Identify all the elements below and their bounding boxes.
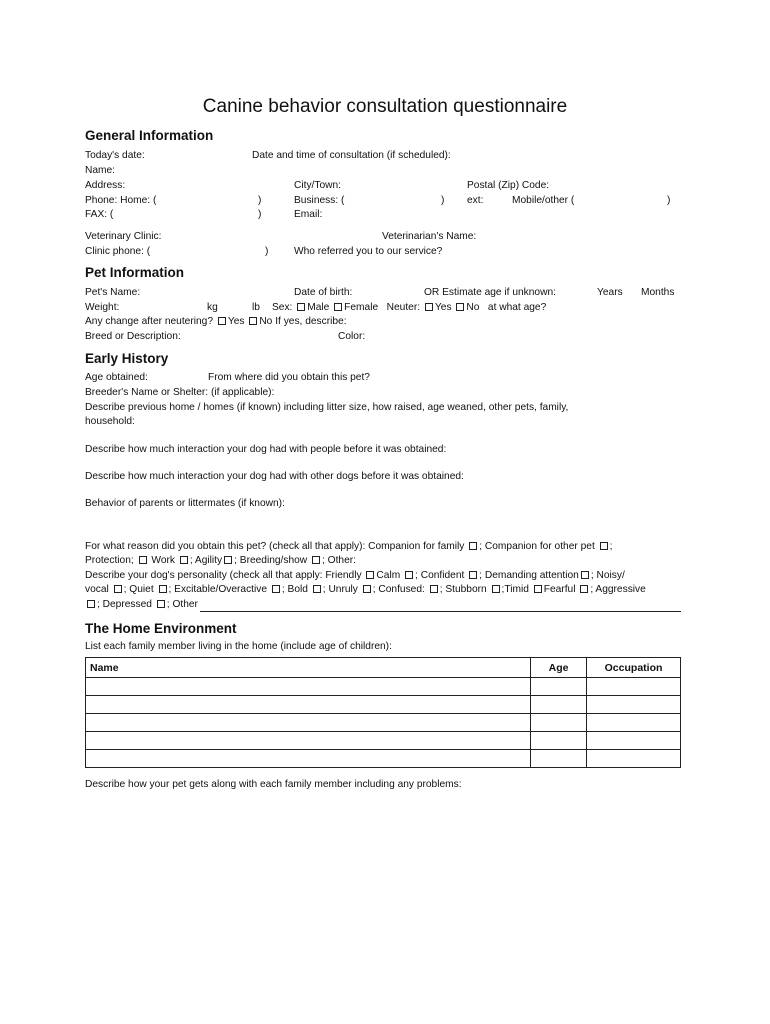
confused-label: ; Confused: (372, 584, 425, 595)
change-after-row (85, 316, 347, 328)
from-where-label: From where did you obtain this pet? (208, 372, 370, 383)
breeding-checkbox[interactable] (312, 556, 320, 564)
demanding-checkbox[interactable] (581, 571, 589, 579)
change-no-label: No (259, 316, 273, 327)
depressed-label: ; Depressed (97, 599, 152, 610)
neuter-label: Neuter: (386, 302, 421, 313)
agility-label: ; Agility (189, 555, 223, 566)
age-cell[interactable] (531, 678, 587, 696)
excitable-checkbox[interactable] (272, 585, 280, 593)
gets-along-label: Describe how your pet gets along with each family member including any problems: (85, 779, 462, 790)
what-age-label: at what age? (487, 302, 547, 313)
calm-checkbox[interactable] (405, 571, 413, 579)
interaction-dogs-label: Describe how much interaction your dog had with other dogs before it was obtained: (85, 471, 464, 482)
stubborn-checkbox[interactable] (492, 585, 500, 593)
months-label: Months (641, 287, 675, 298)
vocal-checkbox[interactable] (114, 585, 122, 593)
calm-label: Calm (376, 570, 401, 581)
col-occupation-header: Occupation (587, 658, 681, 678)
consult-date-label: Date and time of consultation (if scheduled): (252, 150, 451, 161)
name-cell[interactable] (86, 732, 531, 750)
aggressive-label: ; Aggressive (590, 584, 646, 595)
male-label: Male (307, 302, 330, 313)
age-cell[interactable] (531, 750, 587, 768)
vet-clinic-label: Veterinary Clinic: (85, 231, 162, 242)
name-cell[interactable] (86, 678, 531, 696)
name-cell[interactable] (86, 750, 531, 768)
interaction-people-label: Describe how much interaction your dog had with people before it was obtained: (85, 444, 447, 455)
neuter-no-checkbox[interactable] (456, 303, 464, 311)
business-close: ) (441, 195, 445, 206)
lb-label: lb (252, 302, 260, 313)
bold-label: ; Bold (281, 584, 308, 595)
phone-home-label: Phone: Home: ( (85, 195, 157, 206)
female-checkbox[interactable] (334, 303, 342, 311)
col-name-header: Name (86, 658, 531, 678)
bold-checkbox[interactable] (313, 585, 321, 593)
neuter-no-label: No (466, 302, 480, 313)
personality-row (85, 570, 625, 582)
quiet-label: ; Quiet (123, 584, 154, 595)
name-label: Name: (85, 165, 116, 176)
other-underline[interactable] (200, 611, 681, 612)
table-row (86, 678, 681, 696)
unruly-checkbox[interactable] (363, 585, 371, 593)
occupation-cell[interactable] (587, 732, 681, 750)
work-label: Work (151, 555, 175, 566)
fax-label: FAX: ( (85, 209, 114, 220)
stubborn-label: ; Stubborn (439, 584, 487, 595)
table-row (86, 732, 681, 750)
list-family-label: List each family member living in the home (include age of children): (85, 641, 392, 652)
age-cell[interactable] (531, 714, 587, 732)
age-cell[interactable] (531, 696, 587, 714)
neuter-yes-checkbox[interactable] (425, 303, 433, 311)
female-label: Female (344, 302, 379, 313)
companion-family-checkbox[interactable] (469, 542, 477, 550)
business-label: Business: ( (294, 195, 345, 206)
quiet-checkbox[interactable] (159, 585, 167, 593)
occupation-cell[interactable] (587, 696, 681, 714)
clinic-phone-close: ) (265, 246, 269, 257)
change-no-checkbox[interactable] (249, 317, 257, 325)
fearful-checkbox[interactable] (580, 585, 588, 593)
years-label: Years (597, 287, 623, 298)
estimate-label: OR Estimate age if unknown: (424, 287, 556, 298)
reason-row: For what reason did you obtain this pet? (check all that apply): Companion for family ; Companion for other pet ; (85, 541, 613, 552)
depressed-checkbox[interactable] (157, 600, 165, 608)
neuter-yes-label: Yes (434, 302, 452, 313)
confused-checkbox[interactable] (430, 585, 438, 593)
todays-date-label: Today's date: (85, 150, 145, 161)
name-cell[interactable] (86, 714, 531, 732)
phone-home-close: ) (258, 195, 262, 206)
confident-checkbox[interactable] (469, 571, 477, 579)
age-cell[interactable] (531, 732, 587, 750)
sex-row (272, 302, 546, 314)
household-label: household: (85, 416, 135, 427)
excitable-label: ; Excitable/Overactive (168, 584, 268, 595)
family-table (85, 657, 681, 768)
table-header-row (86, 658, 681, 678)
unruly-label: ; Unruly (322, 584, 358, 595)
change-yes-label: Yes (227, 316, 245, 327)
protection-checkbox[interactable] (139, 556, 147, 564)
kg-label: kg (207, 302, 218, 313)
ext-label: ext: (467, 195, 484, 206)
timid-checkbox[interactable] (534, 585, 542, 593)
companion-other-label: ; Companion for other pet (479, 541, 595, 552)
breeding-label: ; Breeding/show (234, 555, 308, 566)
age-obtained-label: Age obtained: (85, 372, 148, 383)
section-home-heading: The Home Environment (85, 621, 237, 636)
section-early-heading: Early History (85, 351, 169, 366)
mobile-close: ) (667, 195, 671, 206)
prev-home-label: Describe previous home / homes (if known) including litter size, how raised, age weaned, other pets, family, (85, 402, 569, 413)
page-title: Canine behavior consultation questionnaire (202, 96, 568, 117)
personality-row-3 (85, 599, 198, 611)
table-row (86, 714, 681, 732)
companion-other-checkbox[interactable] (600, 542, 608, 550)
weight-label: Weight: (85, 302, 120, 313)
personality-row-2 (85, 584, 646, 596)
change-after-label: Any change after neutering? (85, 316, 214, 327)
noisy-label: ; Noisy/ (590, 570, 625, 581)
section-pet-heading: Pet Information (85, 265, 185, 280)
postal-label: Postal (Zip) Code: (467, 180, 550, 191)
if-yes-label: If yes, describe: (275, 316, 347, 327)
protection-label: Protection; (85, 555, 134, 566)
dob-label: Date of birth: (294, 287, 353, 298)
male-checkbox[interactable] (297, 303, 305, 311)
vocal-label: vocal (85, 584, 109, 595)
color-label: Color: (338, 331, 366, 342)
agility-checkbox[interactable] (224, 556, 232, 564)
address-label: Address: (85, 180, 126, 191)
parents-label: Behavior of parents or littermates (if known): (85, 498, 285, 509)
reason-row-2 (85, 555, 356, 567)
personality-label: Describe your dog's personality (check all that apply: Friendly (85, 570, 362, 581)
other-label: ; Other: (322, 555, 356, 566)
friendly-checkbox[interactable] (366, 571, 374, 579)
table-row (86, 750, 681, 768)
aggressive-checkbox[interactable] (87, 600, 95, 608)
city-label: City/Town: (294, 180, 341, 191)
email-label: Email: (294, 209, 323, 220)
fax-close: ) (258, 209, 262, 220)
timid-label: ;Timid (501, 584, 529, 595)
confident-label: ; Confident (415, 570, 465, 581)
clinic-phone-label: Clinic phone: ( (85, 246, 151, 257)
pet-name-label: Pet's Name: (85, 287, 141, 298)
referred-label: Who referred you to our service? (294, 246, 443, 257)
occupation-cell[interactable] (587, 714, 681, 732)
col-age-header: Age (531, 658, 587, 678)
fearful-label: Fearful (543, 584, 576, 595)
vet-name-label: Veterinarian's Name: (382, 231, 477, 242)
occupation-cell[interactable] (587, 750, 681, 768)
name-cell[interactable] (86, 696, 531, 714)
other2-label: ; Other (166, 599, 198, 610)
work-checkbox[interactable] (180, 556, 188, 564)
table-row (86, 696, 681, 714)
occupation-cell[interactable] (587, 678, 681, 696)
reason-label: For what reason did you obtain this pet? (check all that apply): Companion for family (85, 541, 465, 552)
sex-label: Sex: (272, 302, 293, 313)
change-yes-checkbox[interactable] (218, 317, 226, 325)
mobile-label: Mobile/other ( (512, 195, 575, 206)
breeder-label: Breeder's Name or Shelter: (if applicable): (85, 387, 275, 398)
demanding-label: ; Demanding attention (479, 570, 579, 581)
section-general-heading: General Information (85, 128, 214, 143)
breed-label: Breed or Description: (85, 331, 181, 342)
